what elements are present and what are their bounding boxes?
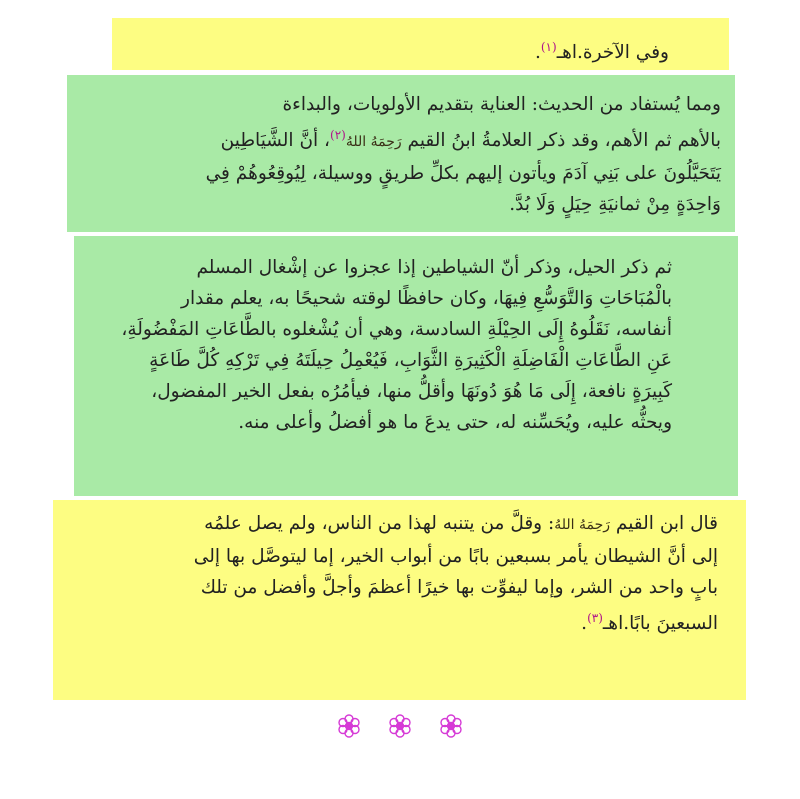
flower-ornament-icon bbox=[438, 713, 464, 739]
paragraph-tricks: ثم ذكر الحيل، وذكر أنّ الشياطين إذا عجزوا عن إشْغال المسلم بالْمُبَاحَاتِ وَالتَّوَسُّعِ فِيهَا، وكان حافظًا لوقته شحيحًا به، يعلم مقدار أنفاسه، نَقَلُوهُ إِلَى الحِيْلَةِ السادسة، وهي أن يُشْغلوه بالطَّاعَاتِ المَفْضُولَةِ، عَنِ الطَّاعَاتِ الْفَاضِلَةِ الْكَثِيرَةِ الثَّوَابِ، فَيُعْمِلُ حِيلَتَهُ فِي تَرْكِهِ كُلَّ طَاعَةٍ كَبِيرَةٍ نافعة، إِلَى مَا هُوَ دُونَهَا وأقلُّ منها، فيأمُرُه بفعل الخير المفضول، ويحثُّه عليه، ويُحَسِّنه له، حتى يدعَ ما هو أفضلُ وأعلى منه. bbox=[121, 257, 672, 433]
footnote-marker-1[interactable]: (١) bbox=[540, 40, 557, 54]
top-text-block bbox=[112, 18, 729, 70]
yellow-text-block-2 bbox=[53, 500, 746, 700]
green-text-block-1 bbox=[67, 75, 735, 232]
top-paragraph: وفي الآخرة.اهـ$^{(١)}$. bbox=[534, 40, 669, 64]
paragraph-priorities: ومما يُستفاد من الحديث: العناية بتقديم الأولويات، والبداءة بالأهم ثم الأهم، وقد ذكر العلامةُ ابنُ القيم رَحِمَهُ اللهُ$^{(٢)}$، أنَّ الشَّيَاطِين يَتَحَيَّلُونَ على بَنِي آدَمَ ويأتون إليهم بكلِّ طريقٍ ووسيلة، لِيُوقِعُوهُمْ فِي وَاحِدَةٍ مِنْ ثمانيَةِ حِيَلٍ وَلَا بُدَّ. bbox=[205, 94, 721, 216]
flower-ornament-icon bbox=[387, 713, 413, 739]
honorific: رَحِمَهُ اللهُ bbox=[345, 134, 402, 151]
honorific: رَحِمَهُ اللهُ bbox=[554, 517, 611, 533]
ornament-divider bbox=[336, 706, 466, 746]
paragraph-ibn-qayyim-quote: قال ابن القيم رَحِمَهُ اللهُ: وقلَّ من يتنبه لهذا من الناس، ولم يصل علمُه إلى أنَّ الشيطان يأمر بسبعين بابًا من أبواب الخير، إما ليتوصَّل بها إلى بابٍ واحد من الشر، وإما ليفوِّت بها خيرًا أعظمَ وأجلَّ وأفضل من تلك السبعينَ بابًا.اهـ$^{(٣)}$. bbox=[193, 513, 718, 635]
green-text-block-2 bbox=[74, 236, 738, 496]
footnote-marker-3[interactable]: (٣) bbox=[587, 611, 603, 625]
flower-ornament-icon bbox=[336, 713, 362, 739]
footnote-marker-2[interactable]: (٢) bbox=[330, 128, 346, 142]
